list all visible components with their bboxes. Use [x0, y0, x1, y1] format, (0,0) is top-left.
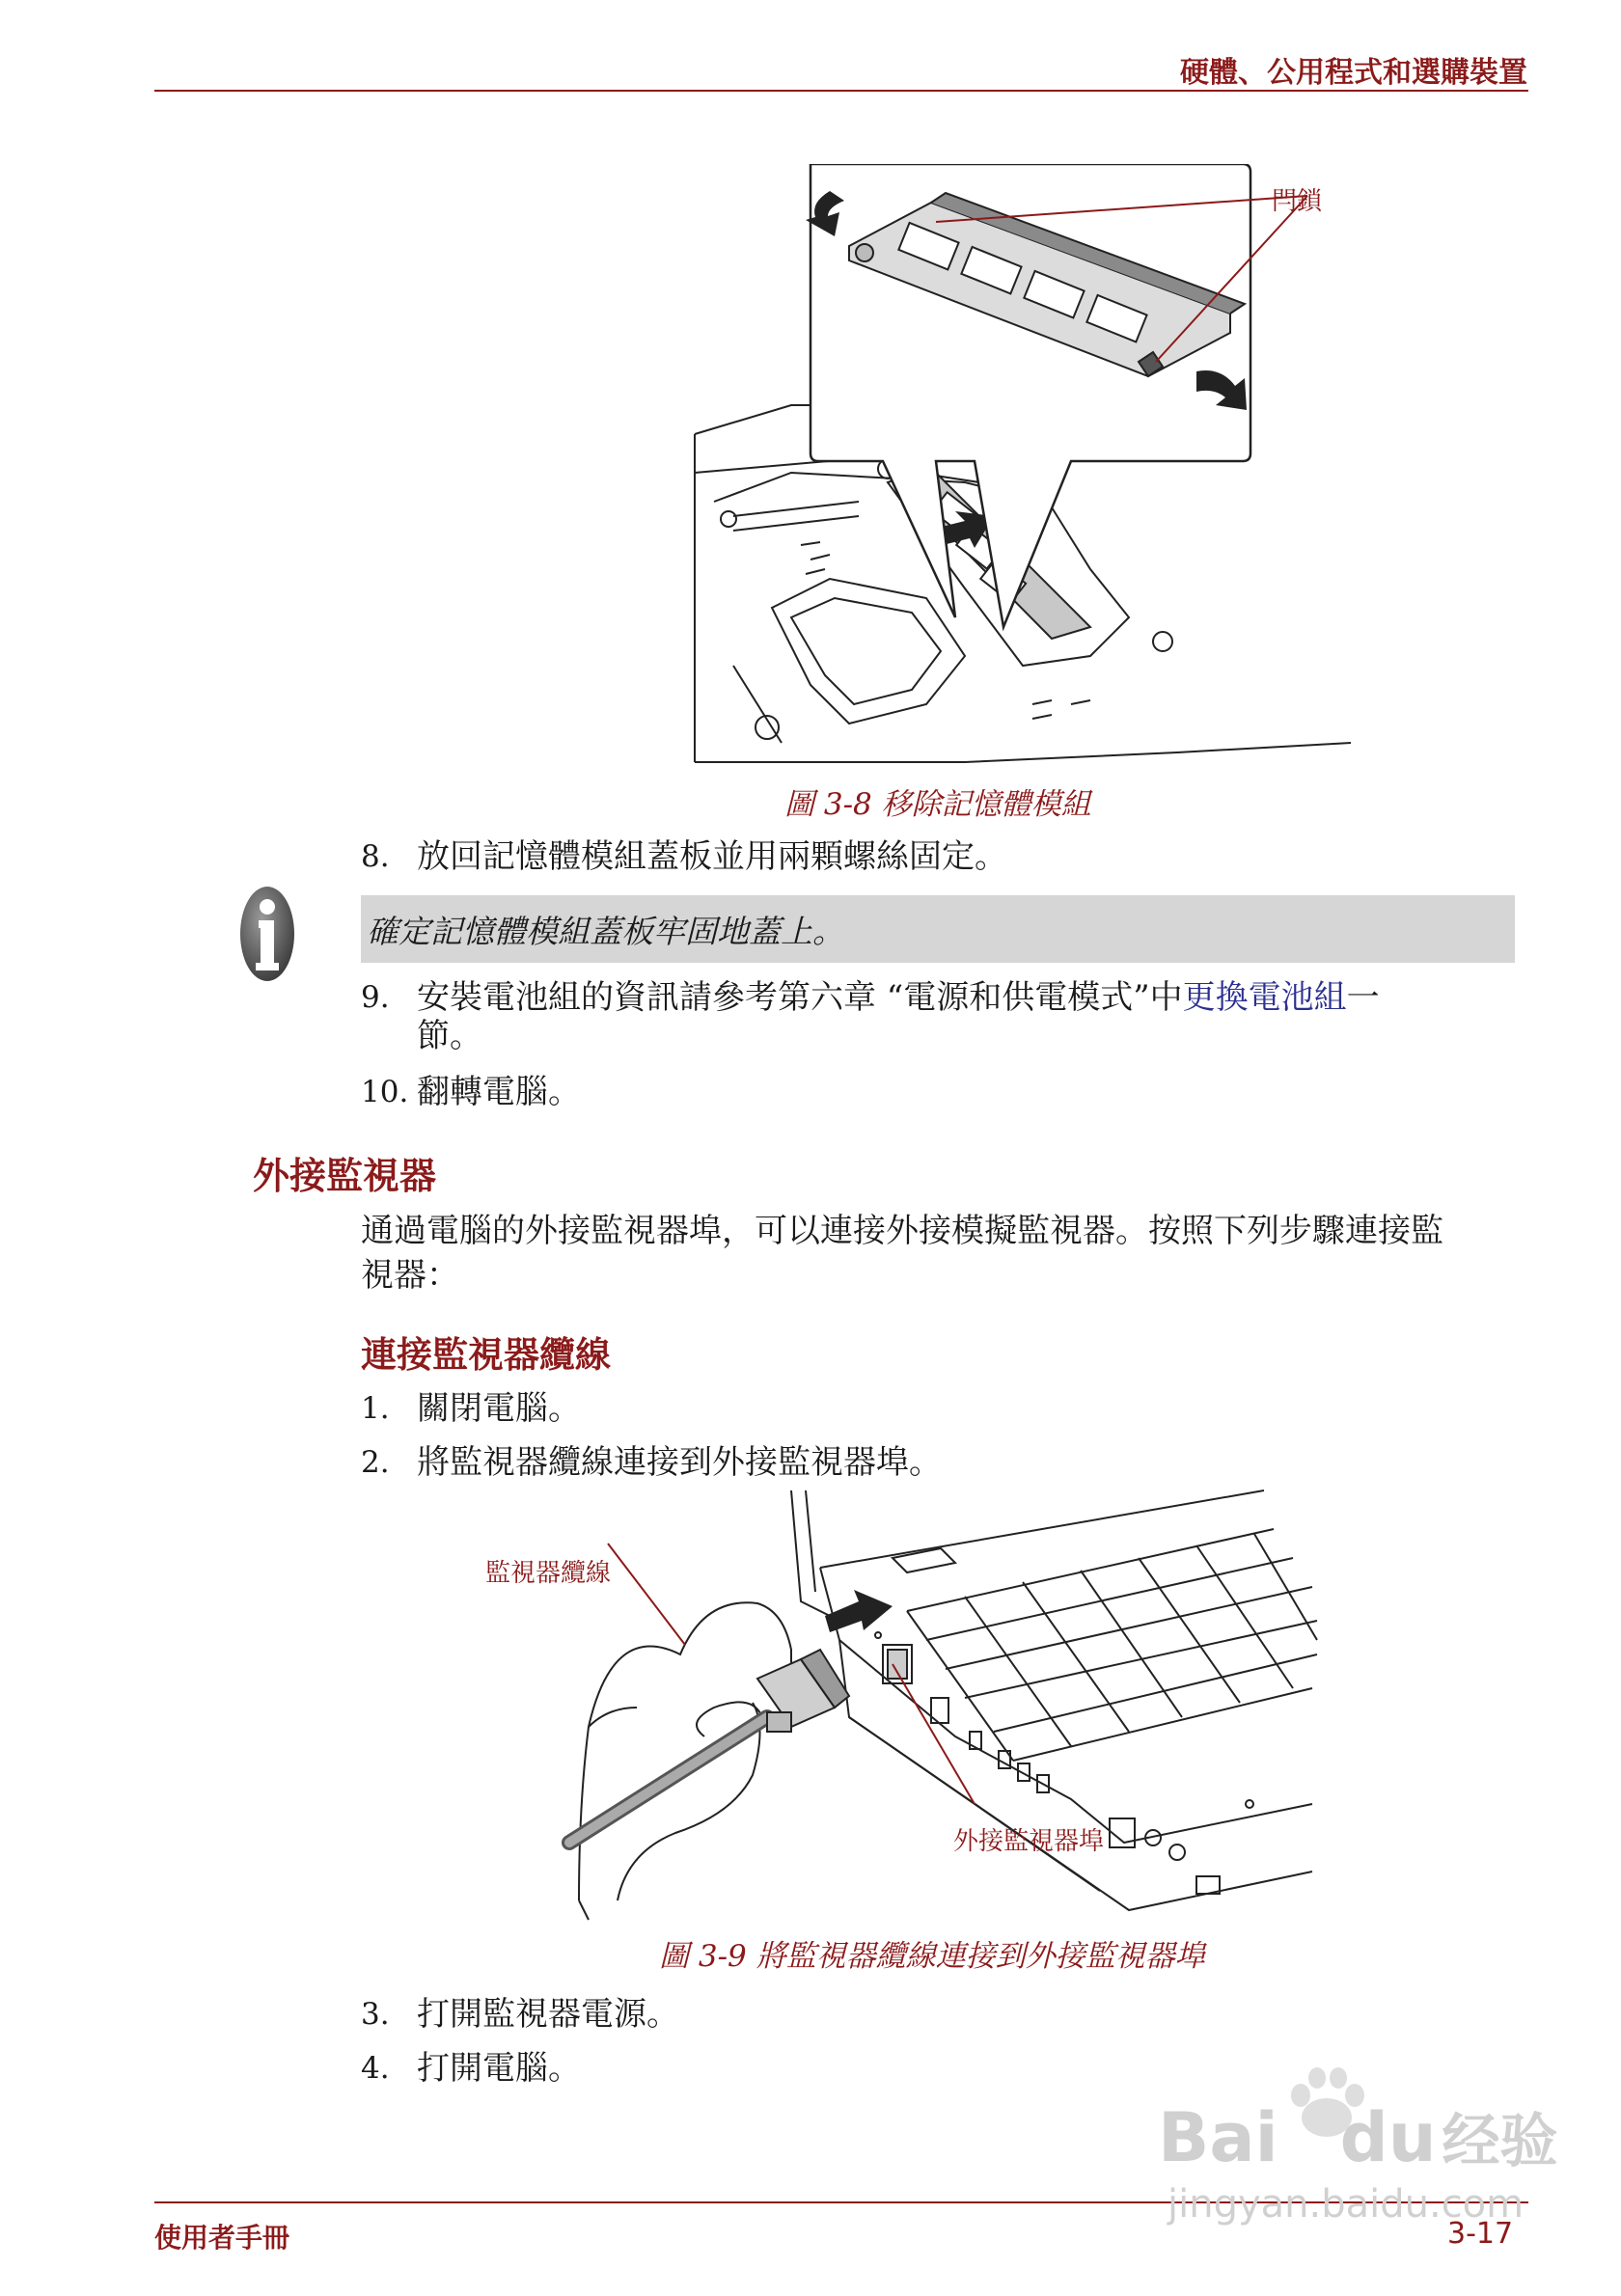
monitor-port-label: 外接監視器埠: [953, 1827, 1105, 1856]
section-heading: 外接監視器: [253, 1155, 437, 1197]
info-icon: [239, 886, 295, 982]
header-rule: [154, 90, 1528, 92]
memory-module-figure: [675, 164, 1351, 781]
figure2-caption: 圖 3-9 將監視器纜線連接到外接監視器埠: [659, 1939, 1205, 1974]
step-number: 4.: [361, 2051, 390, 2086]
watermark-brand-part2: du: [1339, 2098, 1437, 2177]
latch-label: 閂鎖: [1272, 187, 1323, 216]
step-9-text-before: 安裝電池組的資訊請參考第六章 “電源和供電模式”中: [417, 978, 1183, 1017]
step-number: 8.: [361, 839, 390, 874]
watermark-brand-cn: 经验: [1442, 2108, 1558, 2175]
step-number: 10.: [361, 1075, 409, 1109]
footer-manual-title: 使用者手冊: [154, 2222, 290, 2254]
step-number: 9.: [361, 980, 390, 1015]
section-intro-line1: 通過電腦的外接監視器埠，可以連接外接模擬監視器。按照下列步驟連接監: [361, 1212, 1443, 1250]
step-text: 放回記憶體模組蓋板並用兩顆螺絲固定。: [417, 837, 1007, 876]
watermark-brand-part1: Bai: [1158, 2098, 1278, 2177]
subsection-heading: 連接監視器纜線: [361, 1334, 611, 1376]
step-number: 3.: [361, 1997, 390, 2032]
step-9-text-after: 一: [1346, 978, 1380, 1017]
figure1-caption: 圖 3-8 移除記憶體模組: [784, 787, 1091, 822]
monitor-connection-figure: [560, 1486, 1322, 1929]
watermark-url: jingyan.baidu.com: [1168, 2182, 1525, 2227]
step-9-text-line2: 節。: [417, 1017, 482, 1055]
watermark-brand: [1158, 2095, 1558, 2178]
step-text: 打開電腦。: [417, 2049, 581, 2088]
step-text: 打開監視器電源。: [417, 1995, 679, 2034]
monitor-cable-label: 監視器纜線: [485, 1559, 612, 1588]
section-intro-line2: 視器：: [361, 1256, 459, 1295]
step-text: 翻轉電腦。: [417, 1073, 581, 1111]
step-number: 1.: [361, 1391, 390, 1426]
replace-battery-link[interactable]: 更換電池組: [1182, 978, 1347, 1017]
header-title: 硬體、公用程式和選購裝置: [1180, 56, 1527, 90]
page-number: 3-17: [1447, 2217, 1514, 2251]
step-text: 關閉電腦。: [417, 1389, 581, 1428]
step-number: 2.: [361, 1445, 390, 1480]
note-text: 確定記憶體模組蓋板牢固地蓋上。: [367, 913, 844, 950]
step-9-text: [417, 976, 1526, 1019]
step-text: 將監視器纜線連接到外接監視器埠。: [417, 1443, 942, 1482]
